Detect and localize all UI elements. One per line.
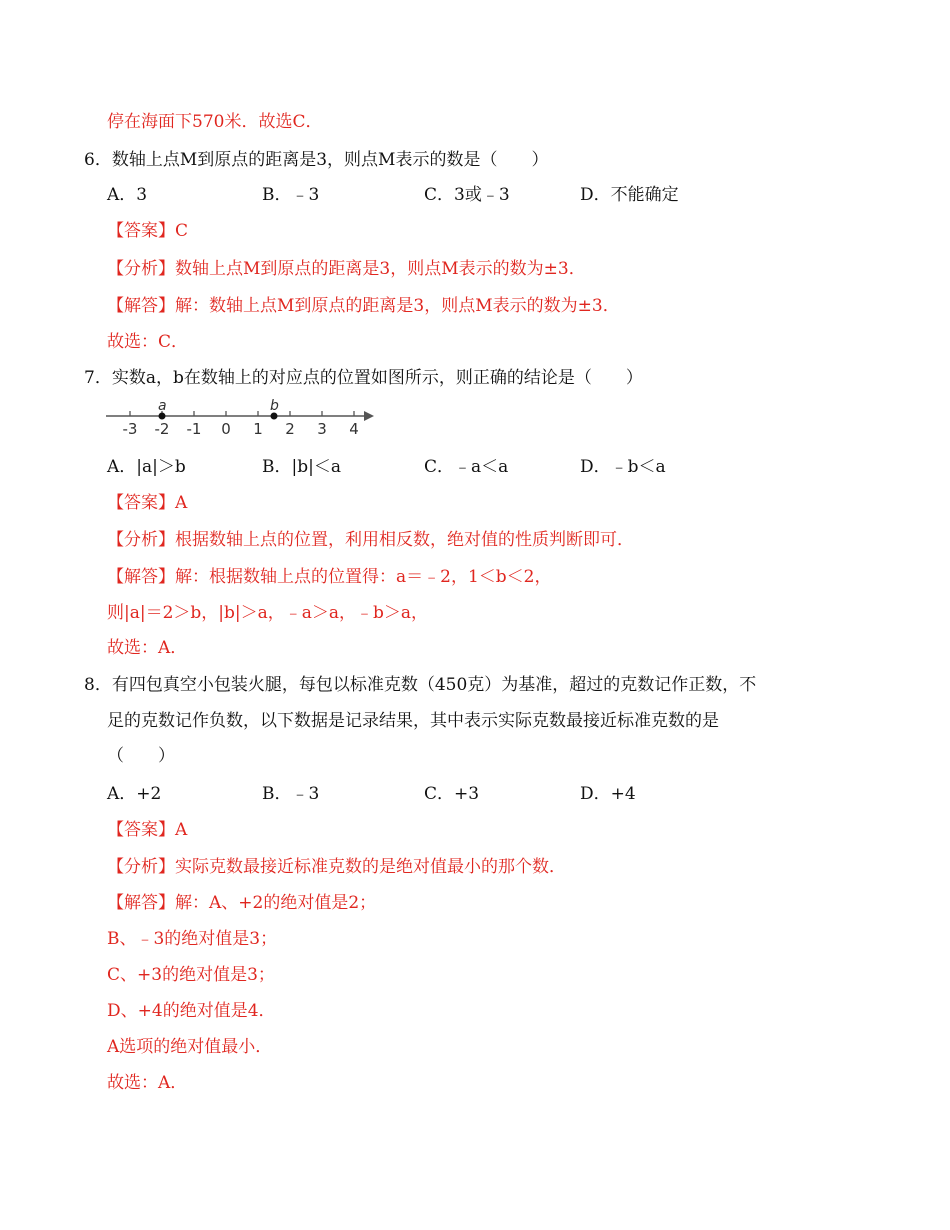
q7-answer: 【答案】A [107, 493, 188, 513]
q6-option-d: D．不能确定 [580, 185, 679, 205]
q7-solution-2: 则|a|＝2＞b，|b|＞a，﹣a＞a，﹣b＞a， [107, 603, 429, 623]
q8-solution-line-min: A选项的绝对值最小． [107, 1037, 273, 1057]
q7-option-a: A．|a|＞b [107, 457, 186, 477]
q8-solution-line-c: C、+3的绝对值是3； [107, 965, 275, 985]
q8-option-b: B．﹣3 [262, 784, 320, 804]
q8-option-d: D．+4 [580, 784, 636, 804]
q7-stem: 7．实数a，b在数轴上的对应点的位置如图所示，则正确的结论是（ ） [84, 368, 643, 388]
tick-label: 0 [221, 420, 231, 438]
q8-solution: 【解答】解：A、+2的绝对值是2； [107, 893, 377, 913]
q6-solution: 【解答】解：数轴上点M到原点的距离是3，则点M表示的数为±3． [107, 296, 620, 316]
q6-answer: 【答案】C [107, 221, 189, 241]
q8-stem-line-2: 足的克数记作负数，以下数据是记录结果，其中表示实际克数最接近标准克数的是 [107, 711, 719, 731]
q6-option-b: B．﹣3 [262, 185, 320, 205]
tick-label: -2 [154, 420, 170, 438]
q8-analysis: 【分析】实际克数最接近标准克数的是绝对值最小的那个数． [107, 857, 566, 877]
q6-stem: 6．数轴上点M到原点的距离是3，则点M表示的数是（ ） [84, 150, 549, 170]
q6-analysis: 【分析】数轴上点M到原点的距离是3，则点M表示的数为±3． [107, 259, 586, 279]
q7-analysis: 【分析】根据数轴上点的位置，利用相反数，绝对值的性质判断即可． [107, 530, 634, 550]
tick-label: -3 [122, 420, 138, 438]
previous-solution-tail: 停在海面下570米．故选C． [107, 112, 323, 132]
number-line-arrow [364, 411, 374, 421]
q8-solution-line-d: D、+4的绝对值是4． [107, 1001, 276, 1021]
q7-option-c: C．﹣a＜a [424, 457, 509, 477]
q8-stem-line-3: （ ） [107, 746, 175, 766]
q8-solution-line-b: B、﹣3的绝对值是3； [107, 929, 278, 949]
q8-answer: 【答案】A [107, 820, 188, 840]
point-a-label: a [158, 398, 167, 414]
q8-option-c: C．+3 [424, 784, 480, 804]
tick-label: -1 [186, 420, 202, 438]
tick-label: 3 [317, 420, 327, 438]
tick-label: 1 [253, 420, 263, 438]
q8-conclusion: 故选：A． [107, 1073, 188, 1093]
tick-label: 4 [349, 420, 359, 438]
point-b-label: b [270, 398, 279, 414]
number-line-figure [104, 396, 384, 440]
tick-label: 2 [285, 420, 295, 438]
q8-stem-line-1: 8．有四包真空小包装火腿，每包以标准克数（450克）为基准，超过的克数记作正数，不 [84, 675, 757, 695]
q7-conclusion: 故选：A． [107, 638, 188, 658]
q8-option-a: A．+2 [107, 784, 162, 804]
q7-option-d: D．﹣b＜a [580, 457, 666, 477]
q7-solution: 【解答】解：根据数轴上点的位置得：a＝﹣2，1＜b＜2， [107, 567, 552, 587]
q6-option-a: A．3 [107, 185, 148, 205]
q7-option-b: B．|b|＜a [262, 457, 341, 477]
q6-option-c: C．3或﹣3 [424, 185, 510, 205]
q6-conclusion: 故选：C． [107, 332, 189, 352]
